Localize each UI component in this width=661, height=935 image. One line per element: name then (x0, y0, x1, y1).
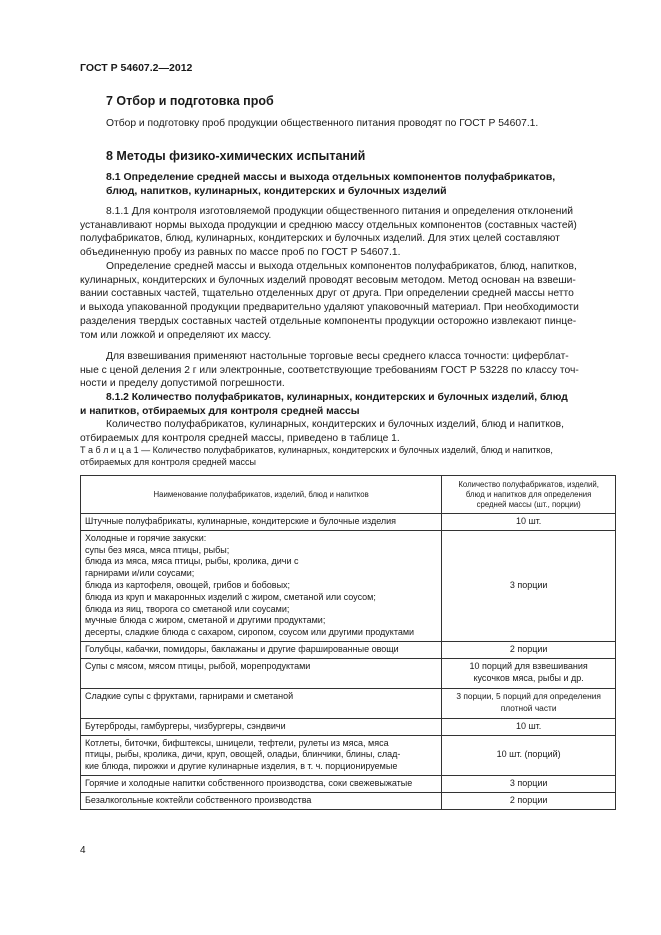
row-qty-cell (442, 775, 616, 792)
section-7-text (80, 117, 616, 131)
subsection-8-1-title (106, 170, 598, 198)
paragraph-weighing-method (80, 260, 616, 342)
row-qty-cell (442, 718, 616, 735)
table-row (81, 641, 616, 658)
paragraph-8-1-1 (80, 205, 616, 260)
row-qty-cell (442, 735, 616, 775)
cell-line: супы без мяса, мяса птицы, рыбы; (85, 544, 230, 555)
section-7-text-line: Отбор и подготовку проб продукции общественного питания проводят по ГОСТ Р 54607.1. (106, 118, 539, 129)
table-row (81, 718, 616, 735)
cell-line: Холодные и горячие закуски: (85, 532, 207, 543)
row-name-cell (81, 792, 442, 809)
row-qty-cell (442, 641, 616, 658)
paragraph-line: Для взвешивания применяют настольные торговые весы среднего класса точности: циферблат- (106, 351, 569, 362)
row-name-cell (81, 775, 442, 792)
paragraph-line: ности и пределу допустимой погрешности. (80, 378, 285, 390)
row-qty-cell (442, 530, 616, 641)
cell-line: 3 порции (509, 777, 548, 788)
paragraph-line: отбираемых для контроля средней массы, приведено в таблице 1. (80, 432, 400, 444)
cell-line: десерты, сладкие блюда с сахаром, сиропом, соусом или другими продуктами (85, 627, 415, 638)
section-8-title: 8 Методы физико-химических испытаний (106, 149, 366, 163)
cell-line: плотной части (500, 702, 557, 713)
row-name-cell (81, 658, 442, 688)
table-row (81, 658, 616, 688)
subsection-8-1-title-line-2: блюд, напитков, кулинарных, кондитерских и булочных изделий (106, 185, 447, 197)
paragraph-line: 8.1.2 Количество полуфабрикатов, кулинарных, кондитерских и булочных изделий, блюд (106, 392, 568, 403)
paragraph-line: разделения твердых составных частей отдельные компоненты продукции осторожно извлекают пинце- (80, 315, 577, 327)
paragraph-line: том или ложкой и определяют их массу. (80, 329, 272, 341)
table-header-name: Наименование полуфабрикатов, изделий, блюд и напитков (81, 476, 442, 514)
table-row (81, 735, 616, 775)
cell-line: 10 шт. (515, 720, 542, 731)
cell-line: блюда из мяса, мяса птицы, рыбы, кролика, дичи с (85, 556, 299, 567)
page-number: 4 (80, 845, 86, 856)
cell-line: 10 порций для взвешивания (469, 660, 588, 671)
table-row (81, 792, 616, 809)
header-line: средней массы (шт., порции) (476, 499, 581, 509)
cell-line: 2 порции (509, 794, 548, 805)
table-header-row (81, 476, 616, 514)
row-qty-cell (442, 792, 616, 809)
table-row (81, 688, 616, 718)
subsection-8-1-title-line-1: 8.1 Определение средней массы и выхода отдельных компонентов полуфабрикатов, (106, 171, 556, 183)
cell-line: блюда из картофеля, овощей, грибов и бобовых; (85, 579, 291, 590)
paragraph-line: ные с ценой деления 2 г или электронные, соответствующие требованиям ГОСТ Р 53228 по классу точ- (80, 364, 579, 376)
row-qty-cell (442, 688, 616, 718)
cell-line: кие блюда, пирожки и другие кулинарные изделия, в т. ч. порционируемые (85, 761, 398, 772)
table-row (81, 530, 616, 641)
row-name-cell (81, 641, 442, 658)
cell-line: 10 шт. (порций) (496, 749, 561, 760)
table-caption-line-1: Т а б л и ц а 1 — Количество полуфабрикатов, кулинарных, кондитерских и булочных изделий, блюд и напитков, (80, 445, 553, 455)
cell-line: мучные блюда с жиром, сметаной и другими продуктами; (85, 615, 326, 626)
paragraph-line: полуфабрикатов, блюд, кулинарных, кондитерских и булочных изделий. Для этих целей составляют (80, 233, 560, 245)
paragraph-line: кулинарных, кондитерских и булочных изделий проводят весовым методом. Метод основан на взвеши- (80, 274, 576, 286)
paragraph-scales (80, 350, 616, 391)
cell-line: кусочков мяса, рыбы и др. (473, 672, 584, 683)
document-id-header: ГОСТ Р 54607.2—2012 (80, 62, 193, 74)
cell-line: Штучные полуфабрикаты, кулинарные, кондитерские и булочные изделия (85, 516, 397, 526)
cell-line: гарнирами и/или соусами; (85, 568, 195, 579)
paragraph-8-1-2-text (80, 418, 616, 445)
table-row (81, 775, 616, 792)
row-name-cell (81, 718, 442, 735)
cell-line: птицы, рыбы, кролика, дичи, круп, овощей, оладьи, блинчики, блины, слад- (85, 749, 401, 760)
cell-line: блюда из яиц, творога со сметаной или соусами; (85, 603, 290, 614)
paragraph-line: Количество полуфабрикатов, кулинарных, кондитерских и булочных изделий, блюд и напитков, (106, 419, 564, 430)
cell-line: Голубцы, кабачки, помидоры, баклажаны и другие фаршированные овощи (85, 643, 399, 654)
row-name-cell (81, 688, 442, 718)
row-qty-cell (442, 658, 616, 688)
row-name-cell (81, 735, 442, 775)
paragraph-line: и выхода упакованной продукции предварительно удаляют упаковочный материал. При необходимости (80, 302, 579, 314)
table-1 (80, 475, 616, 810)
row-name-cell (81, 514, 442, 531)
row-qty-cell (442, 514, 616, 531)
paragraph-8-1-2-title (80, 391, 616, 418)
table-header-quantity (442, 476, 616, 514)
paragraph-line: 8.1.1 Для контроля изготовляемой продукции общественного питания и определения отклонений (106, 206, 573, 217)
cell-line: Безалкогольные коктейли собственного производства (85, 794, 312, 805)
cell-line: 3 порции (509, 579, 548, 590)
paragraph-line: вании составных частей, тщательно отделенных друг от друга. При определении средней массы нетто (80, 288, 574, 300)
table-row (81, 514, 616, 531)
cell-line: 3 порции, 5 порций для определения (456, 690, 601, 701)
header-line: Количество полуфабрикатов, изделий, (458, 479, 599, 489)
cell-line: Сладкие супы с фруктами, гарнирами и сметаной (85, 690, 294, 701)
header-line: блюд и напитков для определения (465, 489, 592, 499)
cell-line: 2 порции (509, 643, 548, 654)
cell-line: Супы с мясом, мясом птицы, рыбой, морепродуктами (85, 660, 311, 671)
paragraph-line: Определение средней массы и выхода отдельных компонентов полуфабрикатов, блюд, напитков, (106, 261, 577, 272)
row-name-cell (81, 530, 442, 641)
paragraph-line: объединенную пробу из равных по массе проб по ГОСТ Р 54607.1. (80, 247, 401, 259)
table-1-caption (80, 444, 616, 468)
cell-line: Бутерброды, гамбургеры, чизбургеры, сэндвичи (85, 720, 286, 731)
cell-line: блюда из круп и макаронных изделий с жиром, сметаной или соусом; (85, 591, 376, 602)
cell-line: 10 шт. (515, 516, 542, 526)
cell-line: Котлеты, биточки, бифштексы, шницели, тефтели, рулеты из мяса, мяса (85, 737, 389, 748)
paragraph-line: и напитков, отбираемых для контроля средней массы (80, 405, 360, 417)
table-caption-line-2: отбираемых для контроля средней массы (80, 457, 256, 467)
cell-line: Горячие и холодные напитки собственного производства, соки свежевыжатые (85, 777, 413, 788)
section-7-title: 7 Отбор и подготовка проб (106, 94, 274, 108)
paragraph-line: устанавливают нормы выхода продукции и среднюю массу отдельных компонентов (составных частей) (80, 219, 577, 231)
